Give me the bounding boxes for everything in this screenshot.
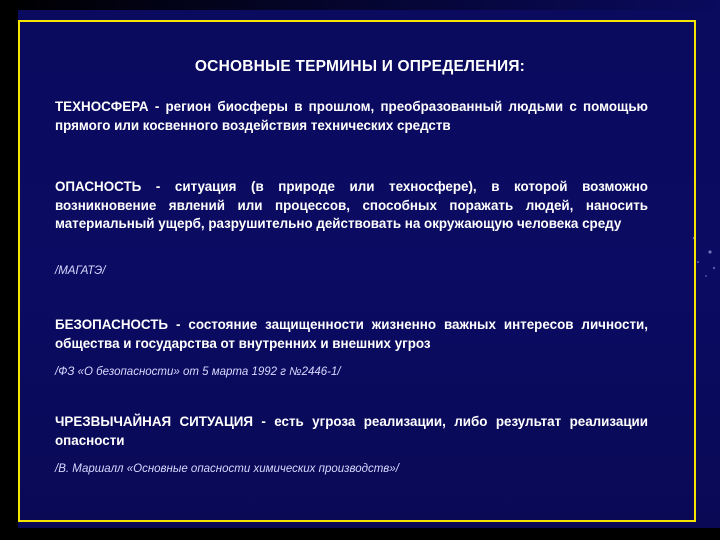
definition-text: - ситуация (в природе или техносфере), в которой возможно возникновение явлений или процессов, способных поражать людей, наносить материальный ущерб, разрушительно действовать на окружающую человека среду [55, 179, 648, 231]
slide-title: ОСНОВНЫЕ ТЕРМИНЫ И ОПРЕДЕЛЕНИЯ: [194, 58, 526, 75]
definition-technosphere [55, 98, 648, 135]
left-shadow-strip [0, 0, 18, 540]
definition-text: - регион биосферы в прошлом, преобразованный людьми с помощью прямого или косвенного воздействия технических средств [55, 99, 648, 133]
term-label: БЕЗОПАСНОСТЬ [55, 317, 169, 332]
term-label: ТЕХНОСФЕРА [55, 99, 149, 114]
definition-emergency [55, 413, 648, 450]
source-citation: /МАГАТЭ/ [55, 265, 106, 277]
term-label: ОПАСНОСТЬ [55, 179, 142, 194]
definition-text: - есть угроза реализации, либо результат реализации опасности [55, 414, 649, 448]
definition-text: - состояние защищенности жизненно важных интересов личности, общества и государства от внутренних и внешних угроз [55, 317, 648, 351]
term-label: ЧРЕЗВЫЧАЙНАЯ СИТУАЦИЯ [55, 414, 254, 429]
source-citation: /В. Маршалл «Основные опасности химических производств»/ [55, 463, 399, 475]
bottom-shadow-strip [0, 528, 720, 540]
definition-safety [55, 316, 648, 353]
source-citation: /ФЗ «О безопасности» от 5 марта 1992 г №2446-1/ [55, 366, 341, 378]
top-shadow-strip [0, 0, 720, 10]
definition-danger [55, 178, 648, 234]
